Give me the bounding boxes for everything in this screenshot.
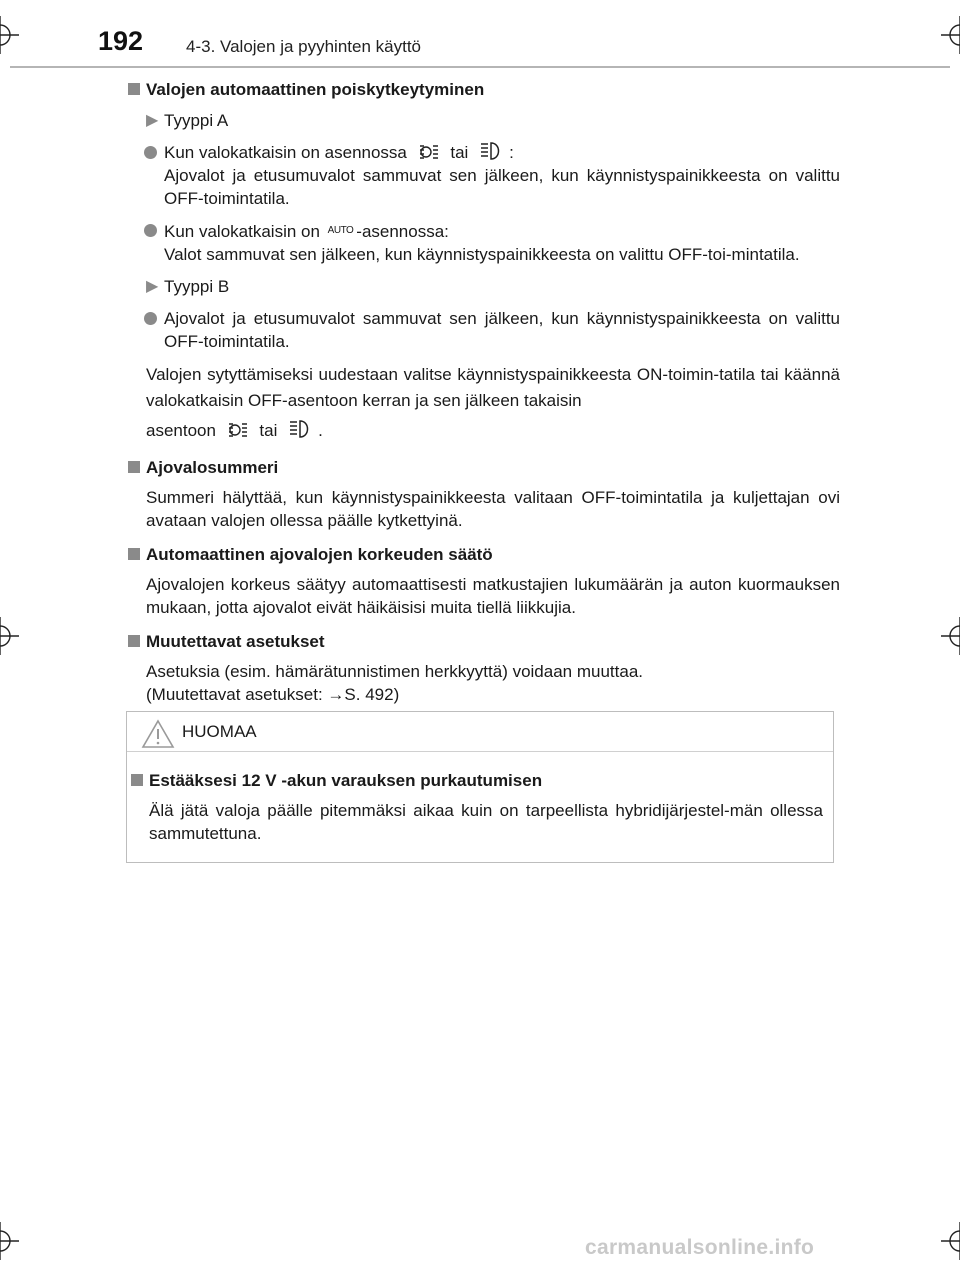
- square-bullet-icon: [128, 635, 140, 647]
- watermark: carmanualsonline.info: [585, 1236, 815, 1259]
- square-bullet-icon: [131, 774, 143, 786]
- reset-instructions: Valojen sytyttämiseksi uudestaan valitse käynnistyspainikkeesta ON-toimin-tatila tai käännä valokatkaisin OFF-asentoon kerran ja sen jälkeen takaisin: [146, 365, 840, 410]
- caution-header: [127, 712, 833, 752]
- section-title: 4-3. Valojen ja pyyhinten käyttö: [186, 37, 421, 56]
- square-bullet-icon: [128, 83, 140, 95]
- settings-page-link[interactable]: (Muutettavat asetukset: →S. 492): [146, 685, 400, 704]
- headlight-icon: [288, 419, 312, 439]
- main-content: [128, 78, 840, 706]
- caution-text: Älä jätä valoja päälle pitemmäksi aikaa kuin on tarpeellista hybridijärjestel-män ollessa sammutettuna.: [149, 801, 823, 843]
- heading-auto-off: Valojen automaattinen poiskytkeytyminen: [128, 78, 840, 101]
- square-bullet-icon: [128, 461, 140, 473]
- registration-mark-icon: [0, 1222, 19, 1260]
- heading-buzzer: Ajovalosummeri: [128, 456, 840, 479]
- heading-settings: Muutettavat asetukset: [128, 630, 840, 653]
- registration-mark-icon: [941, 1222, 960, 1260]
- leveling-text: Ajovalojen korkeus säätyy automaattisesti matkustajien lukumäärän ja auton kuormauksen mukaan, jotta ajovalot eivät häikäisisi muita tiellä liikkujia.: [146, 575, 840, 617]
- caution-body: [127, 752, 833, 845]
- settings-text: Asetuksia (esim. hämärätunnistimen herkkyyttä) voidaan muuttaa. (Muutettavat asetukset: →S. 492): [128, 660, 840, 706]
- parking-light-icon: [227, 421, 249, 439]
- type-a-bullet-1: Kun valokatkaisin on asennossa tai : Ajovalot ja etusumuvalot sammuvat sen jälkeen, kun käynnistyspainikkeesta on valittu OFF-toimintatila.: [128, 141, 840, 210]
- page-header: [98, 26, 858, 66]
- registration-mark-icon: [0, 16, 19, 54]
- triangle-bullet-icon: ▶: [146, 278, 159, 295]
- headlight-icon: [479, 141, 503, 161]
- type-b-bullet-1: Ajovalot ja etusumuvalot sammuvat sen jälkeen, kun käynnistyspainikkeesta on valittu OFF-toimintatila.: [128, 307, 840, 353]
- square-bullet-icon: [128, 548, 140, 560]
- registration-mark-icon: [0, 617, 19, 655]
- auto-position-label: AUTO: [327, 225, 354, 236]
- buzzer-text: Summeri hälyttää, kun käynnistyspainikkeesta valitaan OFF-toimintatila ja kuljettajan ovi avataan valojen ollessa päälle kytkettyinä.: [146, 488, 840, 530]
- warning-triangle-icon: [141, 719, 175, 754]
- registration-mark-icon: [941, 16, 960, 54]
- round-bullet-icon: [144, 312, 157, 325]
- page-number: 192: [98, 26, 144, 56]
- parking-light-icon: [418, 143, 440, 161]
- type-a-item: ▶ Tyyppi A: [146, 111, 229, 130]
- round-bullet-icon: [144, 224, 157, 237]
- caution-box: [126, 711, 834, 863]
- caution-label: HUOMAA: [182, 722, 257, 741]
- heading-leveling: Automaattinen ajovalojen korkeuden säätö: [128, 543, 840, 566]
- triangle-bullet-icon: ▶: [146, 112, 159, 129]
- type-a-bullet-2: Kun valokatkaisin on AUTO -asennossa: Valot sammuvat sen jälkeen, kun käynnistyspainikkeesta on valittu OFF-toi-mintatila.: [128, 219, 840, 266]
- registration-mark-icon: [941, 617, 960, 655]
- type-b-item: ▶ Tyyppi B: [146, 277, 230, 296]
- reset-instructions-end: asentoon tai .: [146, 421, 323, 440]
- caution-heading: Estääksesi 12 V -akun varauksen purkautumisen: [131, 769, 823, 792]
- round-bullet-icon: [144, 146, 157, 159]
- header-divider: [10, 66, 950, 68]
